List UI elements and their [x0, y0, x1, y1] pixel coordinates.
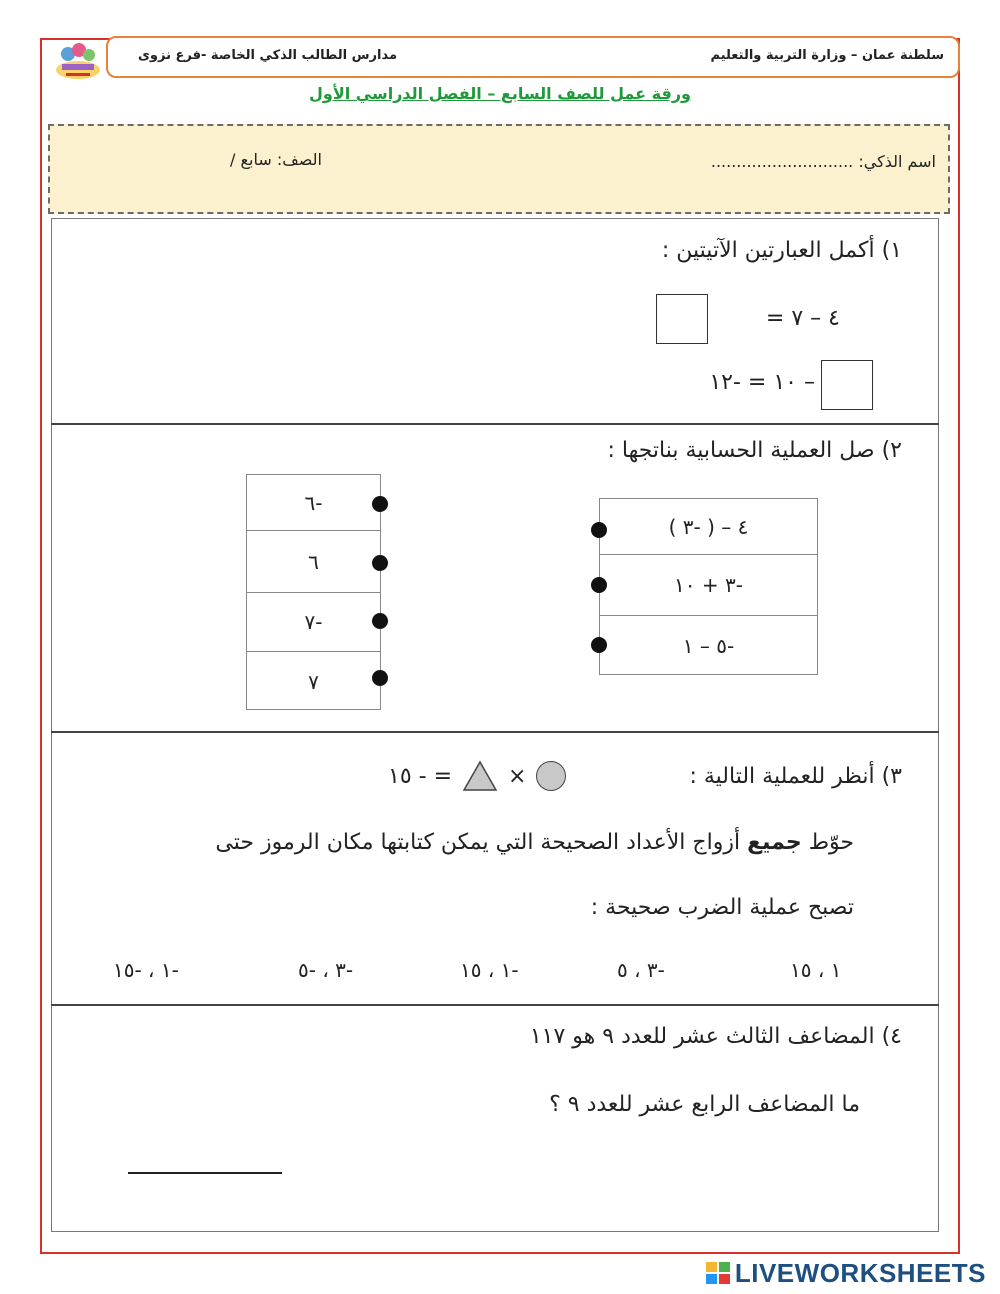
- liveworksheets-brand: [705, 1257, 986, 1289]
- result-cell: ٦: [247, 530, 380, 592]
- school-logo: [52, 40, 104, 82]
- divider: [51, 423, 939, 425]
- expression-dot[interactable]: [591, 637, 607, 653]
- q2-title: ٢) صل العملية الحسابية بناتجها :: [607, 438, 902, 463]
- result-cell: ٧: [247, 651, 380, 711]
- q3-line1-bold: جميع: [747, 830, 802, 855]
- q3-equation-rest: = - ١٥: [388, 763, 452, 789]
- results-table: [246, 474, 381, 710]
- q3-line1-rest: أزواج الأعداد الصحيحة التي يمكن كتابتها مكان الرموز حتى: [215, 830, 741, 855]
- q3-instruction-line2: تصبح عملية الضرب صحيحة :: [590, 895, 854, 920]
- q3-title: ٣) أنظر للعملية التالية :: [689, 764, 902, 789]
- worksheet-title: ورقة عمل للصف السابع – الفصل الدراسي الأول: [309, 84, 691, 103]
- result-cell: -٦: [304, 490, 323, 515]
- q4-title: ٤) المضاعف الثالث عشر للعدد ٩ هو ١١٧: [529, 1024, 902, 1049]
- q1-answer-box-1[interactable]: [656, 294, 708, 344]
- times-sign: ×: [508, 763, 527, 789]
- divider: [51, 731, 939, 733]
- pair-option[interactable]: ١ ، ١٥: [790, 958, 842, 982]
- circle-icon: [536, 761, 566, 791]
- expressions-table: [599, 498, 818, 675]
- result-dot[interactable]: [372, 555, 388, 571]
- expression-dot[interactable]: [591, 577, 607, 593]
- result-dot[interactable]: [372, 496, 388, 512]
- triangle-icon: [462, 760, 498, 792]
- q1-equation-2: – ١٠ = -١٢: [709, 370, 815, 395]
- result-cell: -٧: [247, 592, 380, 651]
- class-label: الصف: سابع /: [230, 150, 322, 169]
- ministry-title: سلطنة عمان – وزارة التربية والتعليم: [710, 48, 944, 63]
- q4-answer-line[interactable]: [128, 1172, 282, 1174]
- q3-equation: [388, 760, 566, 792]
- result-dot[interactable]: [372, 670, 388, 686]
- expression-cell: -٣ + ١٠: [600, 554, 817, 615]
- q4-question: ما المضاعف الرابع عشر للعدد ٩ ؟: [549, 1092, 860, 1117]
- expression-cell: -٥ – ١: [600, 615, 817, 676]
- header-bar: [106, 36, 960, 78]
- q3-instruction-line1: [215, 830, 854, 855]
- q1-equation-1: ٤ – ٧ =: [765, 306, 840, 331]
- pair-option[interactable]: -٣ ، ٥: [617, 958, 665, 982]
- pair-option[interactable]: -١ ، -١٥: [113, 958, 179, 982]
- result-dot[interactable]: [372, 613, 388, 629]
- student-info-box: [48, 124, 950, 214]
- expression-cell: ٤ – ( -٣ ): [668, 514, 749, 539]
- divider: [51, 1004, 939, 1006]
- pair-option[interactable]: -١ ، ١٥: [460, 958, 519, 982]
- pair-option[interactable]: -٣ ، -٥: [298, 958, 354, 982]
- q1-answer-box-2[interactable]: [821, 360, 873, 410]
- liveworksheets-logo-icon: [705, 1261, 731, 1285]
- q1-title: ١) أكمل العبارتين الآتيتين :: [661, 238, 902, 263]
- brand-name: LIVEWORKSHEETS: [734, 1257, 986, 1288]
- q3-line1-start: حوّط: [808, 830, 854, 855]
- student-name-field[interactable]: اسم الذكي: ............................: [710, 152, 936, 171]
- expression-dot[interactable]: [591, 522, 607, 538]
- school-name: مدارس الطالب الذكي الخاصة -فرع نزوى: [138, 48, 398, 63]
